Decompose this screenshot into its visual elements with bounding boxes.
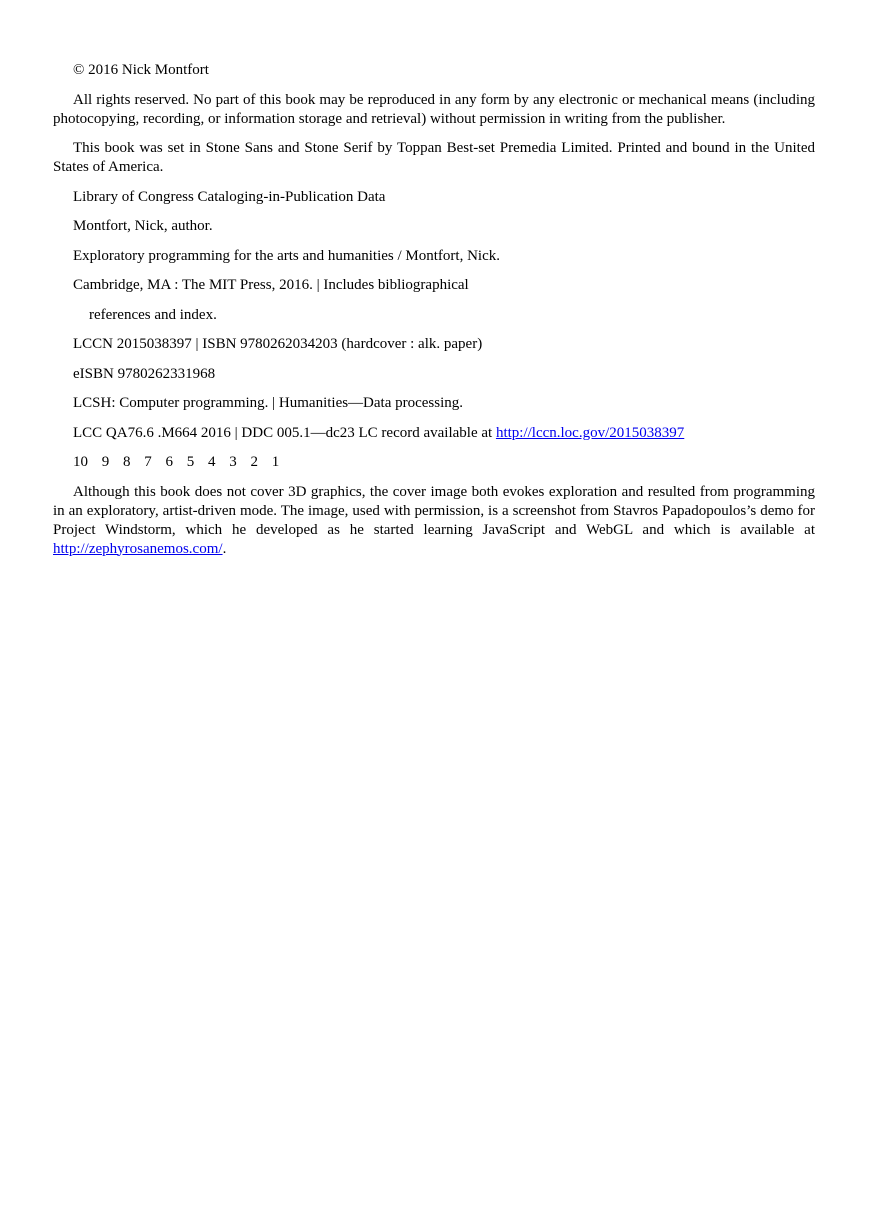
cover-note-suffix: . xyxy=(222,540,227,557)
copyright-page xyxy=(53,61,815,569)
cip-eisbn: eISBN 9780262331968 xyxy=(73,365,216,382)
cip-publisher-continued: references and index. xyxy=(89,306,217,323)
rights-paragraph: All rights reserved. No part of this book may be reproduced in any form by any electronic or mechanical means (including photocopying, recording, or information storage and retrieval) without permission in writing from the publisher. xyxy=(53,91,815,127)
cip-lcc-text: LCC QA76.6 .M664 2016 | DDC 005.1—dc23 LC record available at xyxy=(73,424,496,441)
cip-lccn-isbn: LCCN 2015038397 | ISBN 9780262034203 (hardcover : alk. paper) xyxy=(73,336,483,352)
lccn-record-link[interactable]: http://lccn.loc.gov/2015038397 xyxy=(495,424,685,441)
cip-author: Montfort, Nick, author. xyxy=(73,218,213,234)
printing-line: 10 9 8 7 6 5 4 3 2 1 xyxy=(73,454,280,470)
copyright-line: © 2016 Nick Montfort xyxy=(73,62,209,78)
cip-heading: Library of Congress Cataloging-in-Publication Data xyxy=(73,188,386,205)
cip-title: Exploratory programming for the arts and humanities / Montfort, Nick. xyxy=(73,247,500,264)
zephyrosanemos-link[interactable]: http://zephyrosanemos.com/ xyxy=(53,540,223,557)
cip-lcsh: LCSH: Computer programming. | Humanities—Data processing. xyxy=(73,395,464,411)
cip-lcc xyxy=(53,424,815,443)
cover-note-paragraph xyxy=(53,483,815,559)
cover-note-text: Although this book does not cover 3D graphics, the cover image both evokes exploration and resulted from programming in an exploratory, artist-driven mode. The image, used with permission, is a screenshot from Stavros Papadopoulos’s demo for Project Windstorm, which he developed as he started learning JavaScript and WebGL and which is available at xyxy=(53,483,815,538)
typeset-paragraph: This book was set in Stone Sans and Stone Serif by Toppan Best-set Premedia Limited. Printed and bound in the United States of America. xyxy=(53,140,815,175)
cip-publisher: Cambridge, MA : The MIT Press, 2016. | Includes bibliographical xyxy=(73,277,469,293)
